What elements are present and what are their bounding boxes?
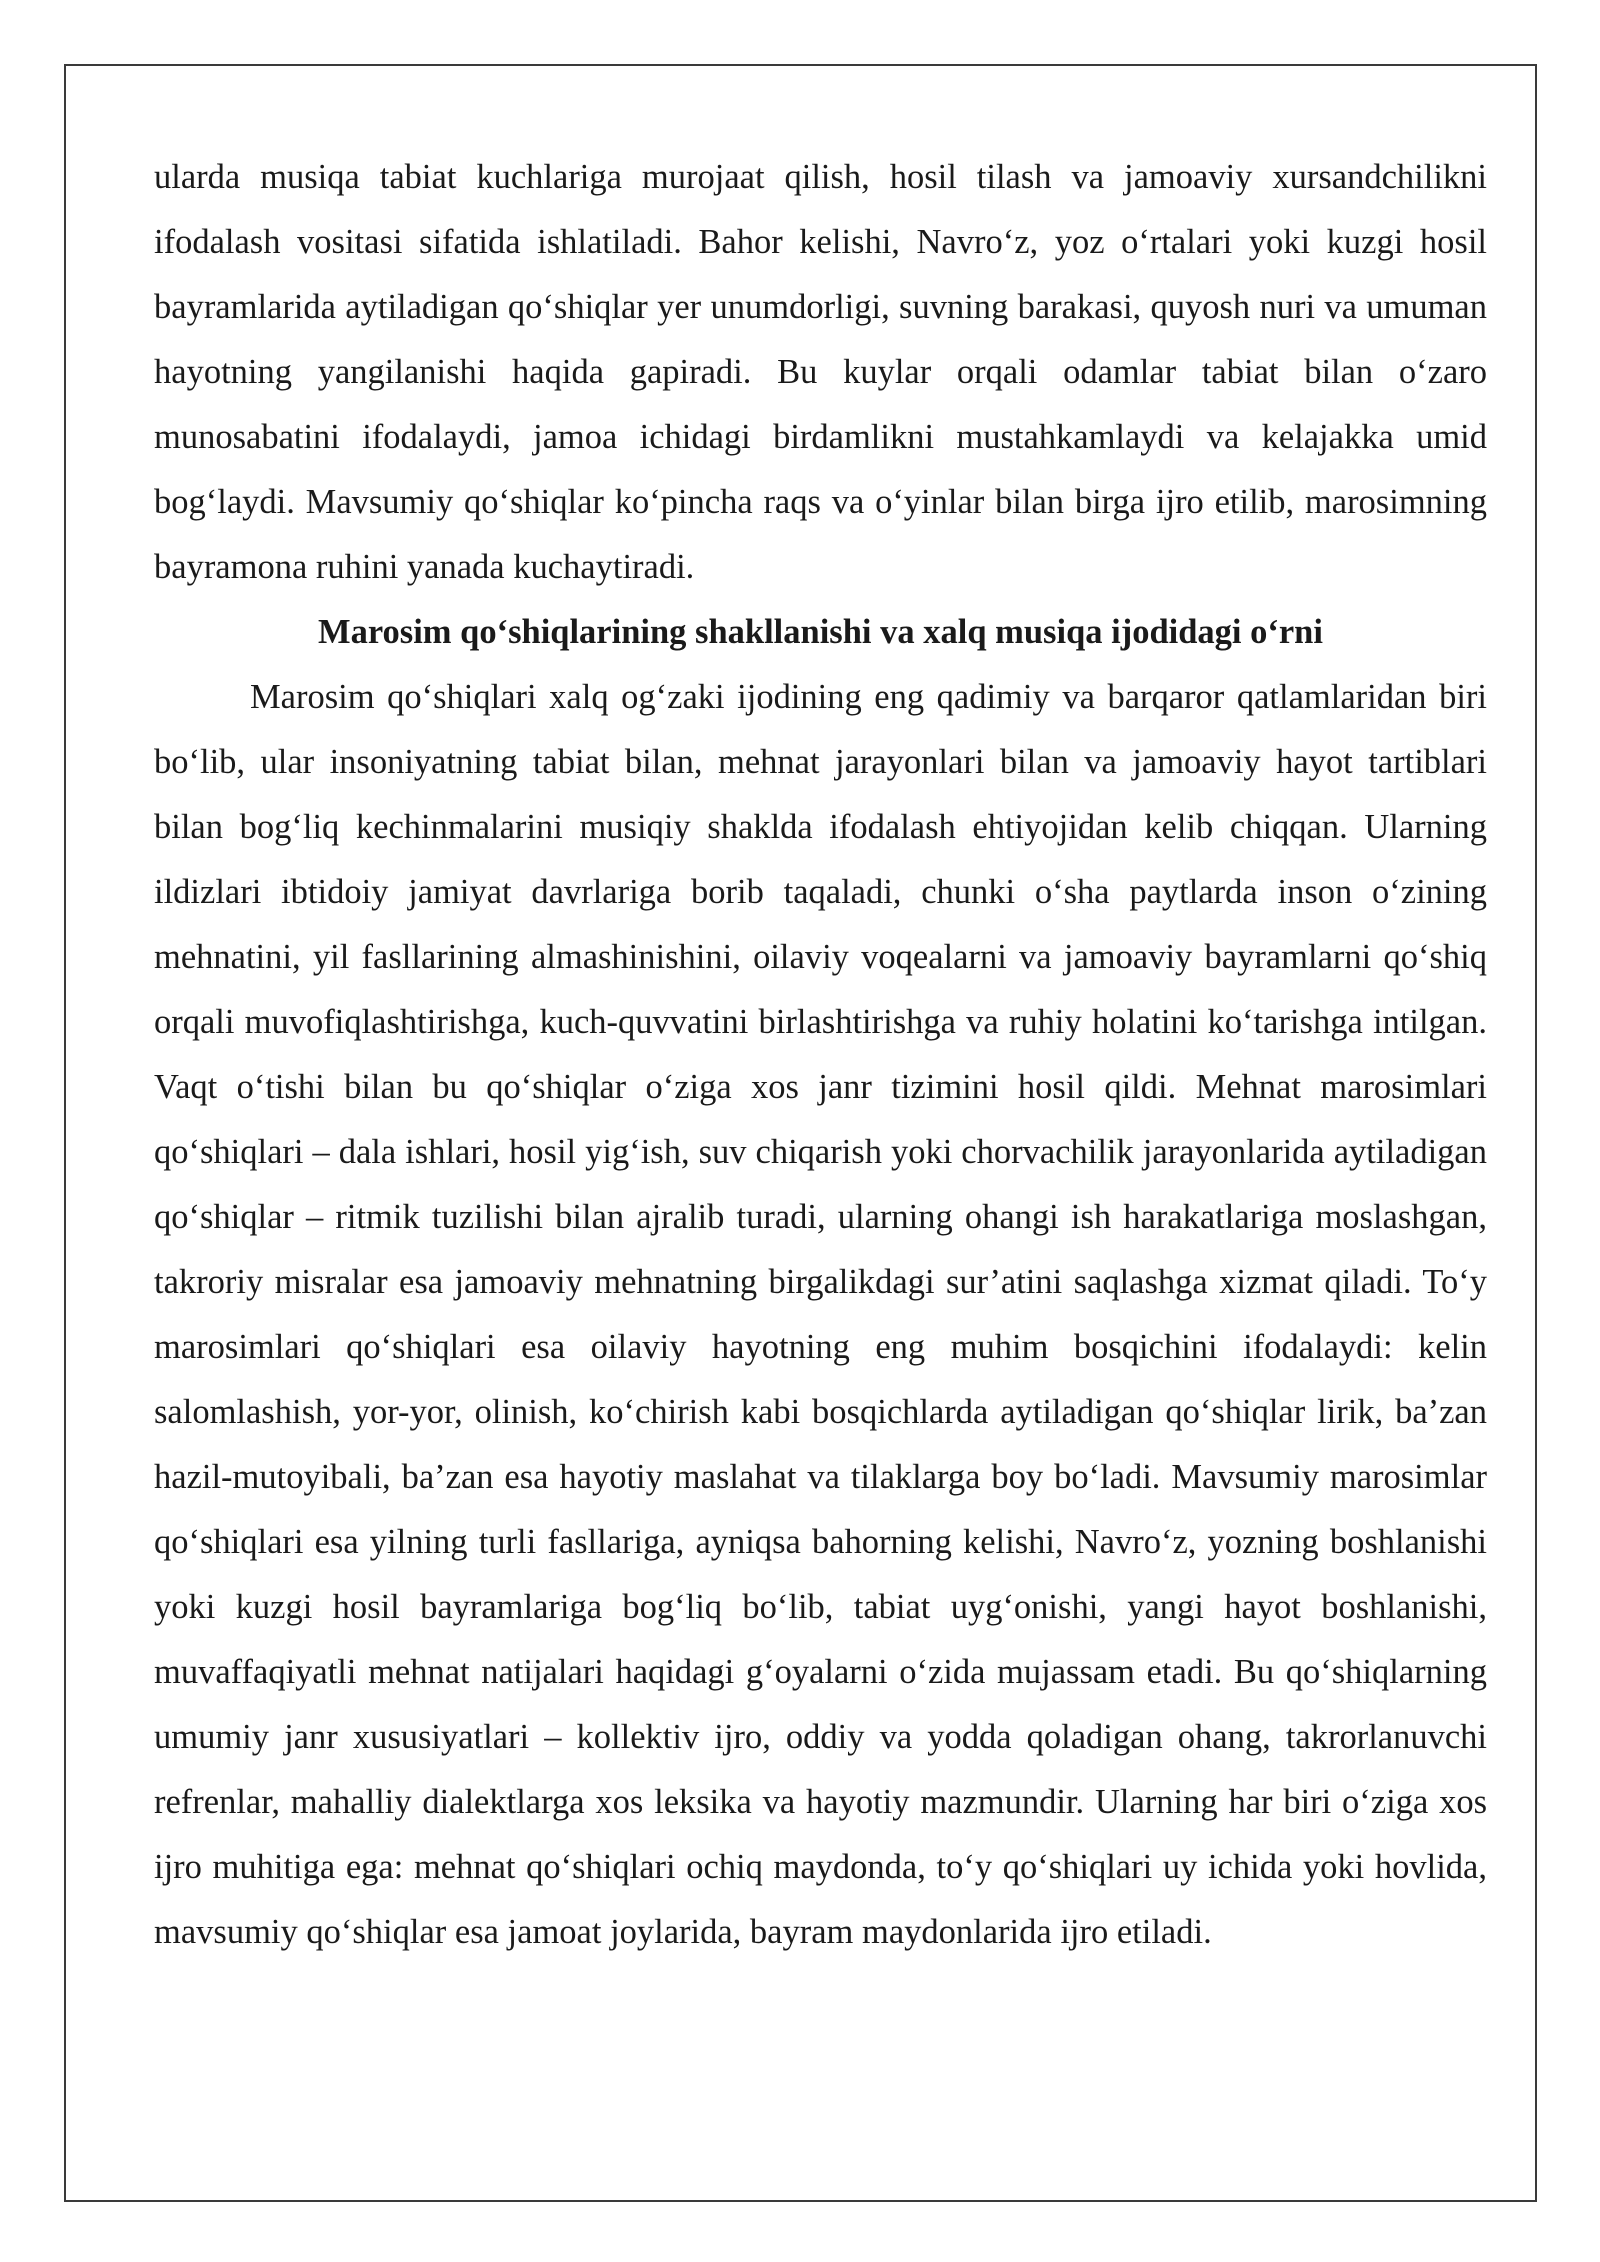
section-heading: Marosim qo‘shiqlarining shakllanishi va xalq musiqa ijodidagi o‘rni <box>318 613 1323 651</box>
paragraph-main: Marosim qo‘shiqlari xalq og‘zaki ijodining eng qadimiy va barqaror qatlamlaridan biri bo‘lib, ular insoniyatning tabiat bilan, mehnat jarayonlari bilan va jamoaviy hayot tartiblari bilan bog‘liq kechinmalarini musiqiy shaklda ifodalash ehtiyojidan kelib chiqqan. Ularning ildizlari ibtidoiy jamiyat davrlariga borib taqaladi, chunki o‘sha paytlarda inson o‘zining mehnatini, yil fasllarining almashinishini, oilaviy voqealarni va jamoaviy bayramlarni qo‘shiq orqali muvofiqlashtirishga, kuch-quvvatini birlashtirishga va ruhiy holatini ko‘tarishga intilgan. Vaqt o‘tishi bilan bu qo‘shiqlar o‘ziga xos janr tizimini hosil qildi. Mehnat marosimlari qo‘shiqlari – dala ishlari, hosil yig‘ish, suv chiqarish yoki chorvachilik jarayonlarida aytiladigan qo‘shiqlar – ritmik tuzilishi bilan ajralib turadi, ularning ohangi ish harakatlariga moslashgan, takroriy misralar esa jamoaviy mehnatning birgalikdagi sur’atini saqlashga xizmat qiladi. To‘y marosimlari qo‘shiqlari esa oilaviy hayotning eng muhim bosqichini ifodalaydi: kelin salomlashish, yor-yor, olinish, ko‘chirish kabi bosqichlarda aytiladigan qo‘shiqlar lirik, ba’zan hazil-mutoyibali, ba’zan esa hayotiy maslahat va tilaklarga boy bo‘ladi. Mavsumiy marosimlar qo‘shiqlari esa yilning turli fasllariga, ayniqsa bahorning kelishi, Navro‘z, yozning boshlanishi yoki kuzgi hosil bayramlariga bog‘liq bo‘lib, tabiat uyg‘onishi, yangi hayot boshlanishi, muvaffaqiyatli mehnat natijalari haqidagi g‘oyalarni o‘zida mujassam etadi. Bu qo‘shiqlarning umumiy janr xususiyatlari – kollektiv ijro, oddiy va yodda qoladigan ohang, takrorlanuvchi refrenlar, mahalliy dialektlarga xos leksika va hayotiy mazmundir. Ularning har biri o‘ziga xos ijro muhitiga ega: mehnat qo‘shiqlari ochiq maydonda, to‘y qo‘shiqlari uy ichida yoki hovlida, mavsumiy qo‘shiqlar esa jamoat joylarida, bayram maydonlarida ijro etiladi. <box>154 678 1487 1951</box>
document-body <box>154 145 1487 1965</box>
paragraph-continued: ularda musiqa tabiat kuchlariga murojaat qilish, hosil tilash va jamoaviy xursandchilikni ifodalash vositasi sifatida ishlatiladi. Bahor kelishi, Navro‘z, yoz o‘rtalari yoki kuzgi hosil bayramlarida aytiladigan qo‘shiqlar yer unumdorligi, suvning barakasi, quyosh nuri va umuman hayotning yangilanishi haqida gapiradi. Bu kuylar orqali odamlar tabiat bilan o‘zaro munosabatini ifodalaydi, jamoa ichidagi birdamlikni mustahkamlaydi va kelajakka umid bog‘laydi. Mavsumiy qo‘shiqlar ko‘pincha raqs va o‘yinlar bilan birga ijro etilib, marosimning bayramona ruhini yanada kuchaytiradi. <box>154 158 1487 586</box>
